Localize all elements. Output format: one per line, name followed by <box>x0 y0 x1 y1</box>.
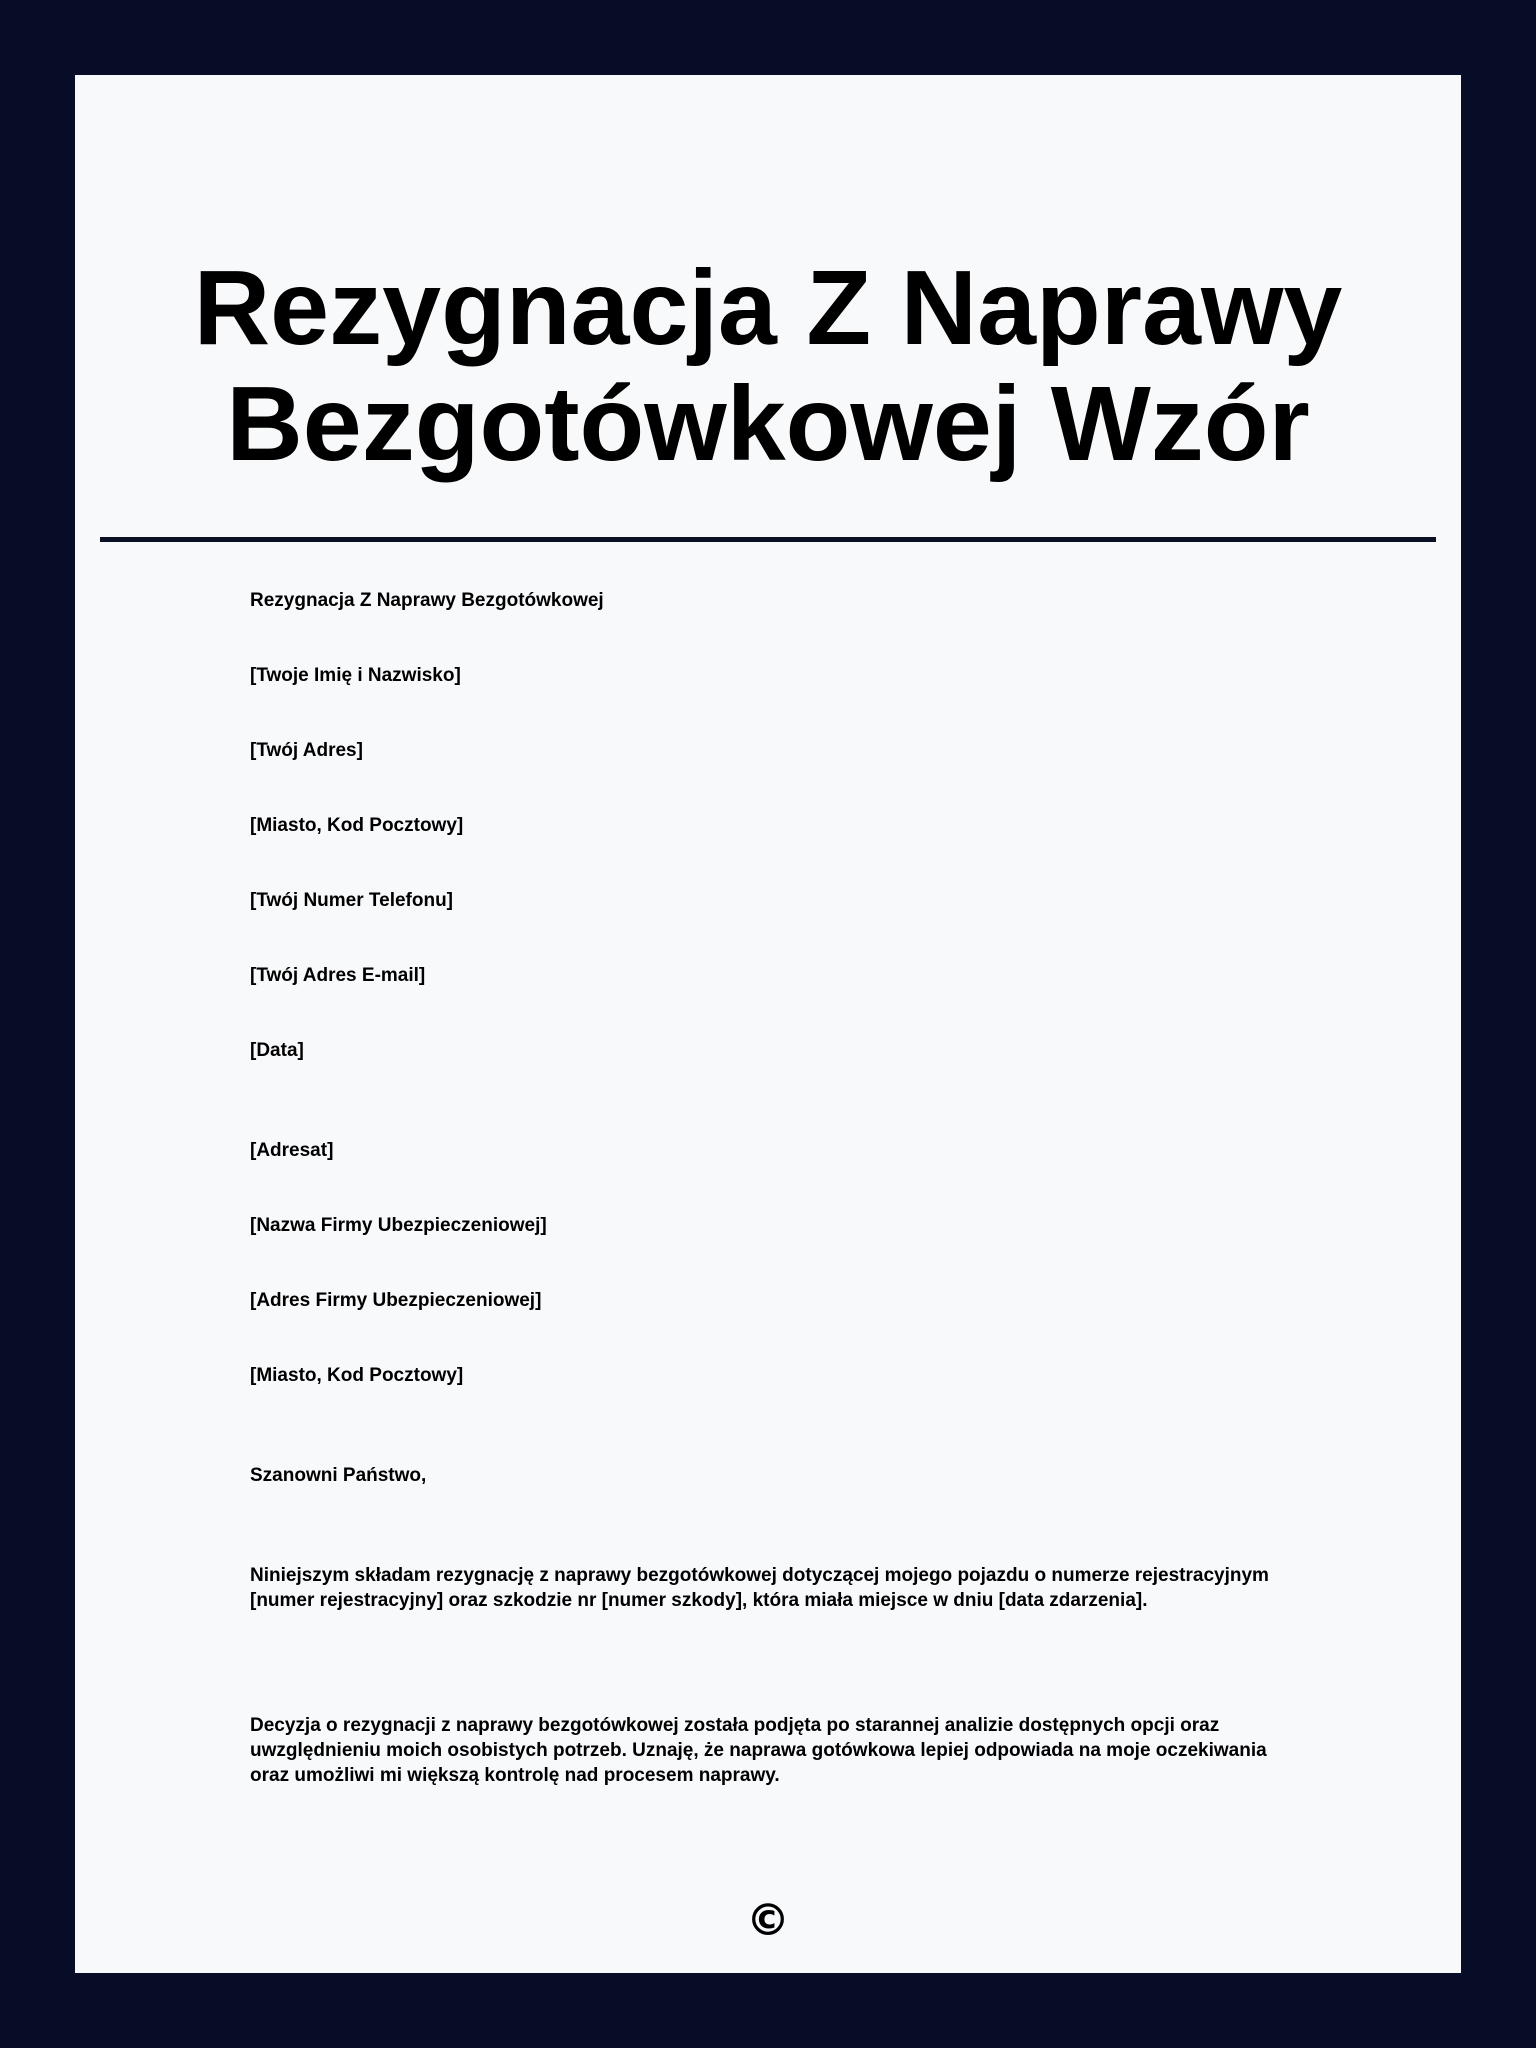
body-paragraph: Decyzja o rezygnacji z naprawy bezgotówkowej została podjęta po starannej analizie dostępnych opcji oraz uwzględnieniu moich osobistych potrzeb. Uznaję, że naprawa gotówkowa lepiej odpowiada na moje oczekiwania oraz umożliwi mi większą kontrolę nad procesem naprawy. <box>250 1715 1267 1786</box>
page-title <box>75 250 1461 482</box>
sender-city: [Miasto, Kod Pocztowy] <box>250 815 464 836</box>
salutation: Szanowni Państwo, <box>250 1465 427 1486</box>
page-title-line-2: Bezgotówkowej Wzór <box>226 365 1310 483</box>
sender-phone: [Twój Numer Telefonu] <box>250 890 454 911</box>
page-title-line-1: Rezygnacja Z Naprawy <box>193 249 1343 367</box>
letter-date: [Data] <box>250 1040 304 1061</box>
sender-name: [Twoje Imię i Nazwisko] <box>250 665 461 686</box>
recipient-label: [Adresat] <box>250 1140 334 1161</box>
document-page <box>75 75 1461 1973</box>
body-paragraph: Niniejszym składam rezygnację z naprawy bezgotówkowej dotyczącej mojego pojazdu o numerze rejestracyjnym [numer rejestracyjny] oraz szkodzie nr [numer szkody], która miała miejsce w dniu [data zdarzenia]. <box>250 1565 1269 1611</box>
recipient-company: [Nazwa Firmy Ubezpieczeniowej] <box>250 1215 547 1236</box>
recipient-address: [Adres Firmy Ubezpieczeniowej] <box>250 1290 542 1311</box>
sender-address: [Twój Adres] <box>250 740 363 761</box>
sender-email: [Twój Adres E-mail] <box>250 965 426 986</box>
title-divider <box>100 537 1436 542</box>
recipient-city: [Miasto, Kod Pocztowy] <box>250 1365 464 1386</box>
copyright-icon: © <box>746 1895 790 1946</box>
letter-heading: Rezygnacja Z Naprawy Bezgotówkowej <box>250 590 604 611</box>
